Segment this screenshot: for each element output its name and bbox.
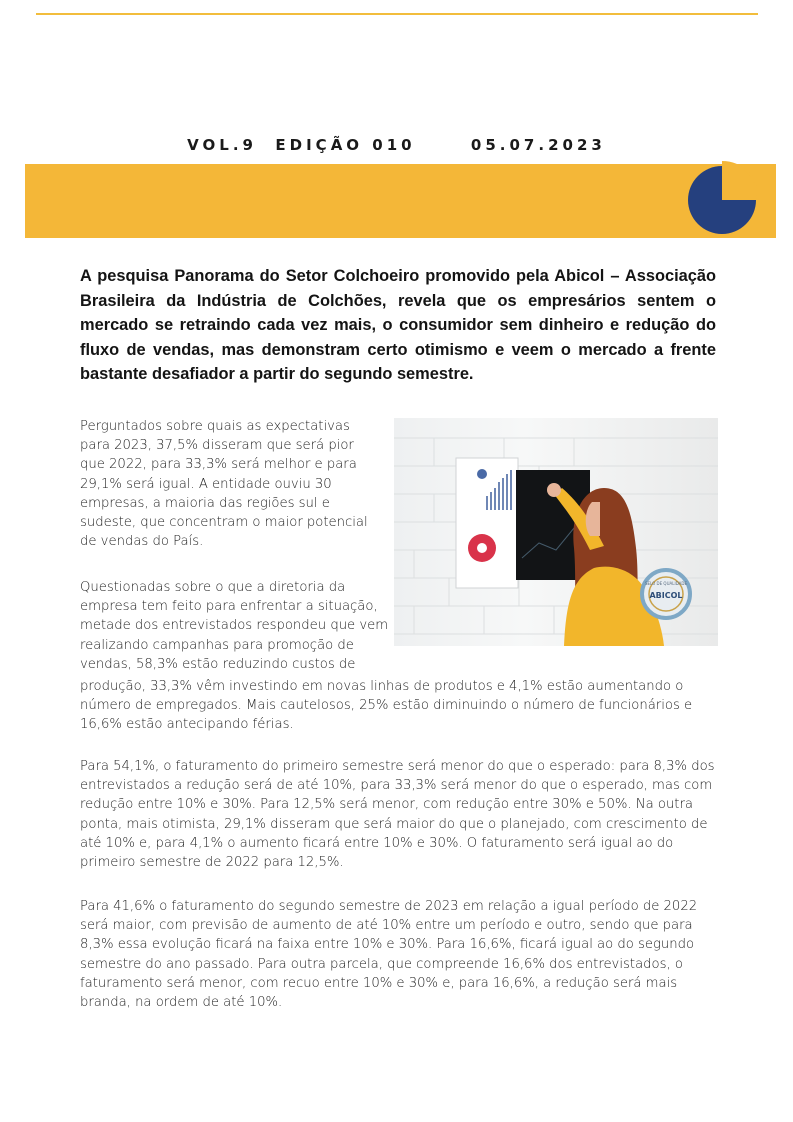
header-banner	[25, 164, 776, 238]
paragraph-actions-end: produção, 33,3% vêm investindo em novas linhas de produtos e 4,1% estão aumentando o número de empregados. Mais cautelosos, 25% estão diminuindo o número de funcionários e 16,6% estão antecipando férias.	[80, 679, 693, 733]
woman-at-chart-board-photo	[394, 418, 718, 646]
issue-date-line: VOL.9 EDIÇÃO 010 05.07.2023	[187, 136, 606, 154]
lead-paragraph: A pesquisa Panorama do Setor Colchoeiro promovido pela Abicol – Associação Brasileira da Indústria de Colchões, revela que os empresários sentem o mercado se retraindo cada vez mais, o consumidor sem dinheiro e redução do fluxo de vendas, mas demonstram certo otimismo e veem o mercado a frente bastante desafiador a partir do segundo semestre.	[80, 267, 716, 383]
paragraph-expectations: Perguntados sobre quais as expectativas para 2023, 37,5% disseram que será pior que 2022, para 33,3% será melhor e para 29,1% será igual. A entidade ouviu 30 empresas, a maioria das regiões sul e sudeste, que concentram o maior potencial de vendas do País.	[80, 419, 368, 550]
paragraph-actions-start: Questionadas sobre o que a diretoria da empresa tem feito para enfrentar a situação, metade dos entrevistados respondeu que vem realizando campanhas para promoção de vendas, 58,3% estão reduzindo custos de	[80, 580, 389, 672]
paragraph-second-semester: Para 41,6% o faturamento do segundo semestre de 2023 em relação a igual período de 2022 será maior, com previsão de aumento de até 10% entre um período e outro, sendo que para 8,3% essa evolução ficará na faixa entre 10% e 30%. Para 16,6%, ficará igual ao do segundo semestre do ano passado. Para outra parcela, que compreende 16,6% dos entrevistados, o faturamento será menor, com recuo entre 10% e 30% e, para 16,6%, a redução será mais branda, na ordem de até 10%.	[80, 899, 698, 1011]
photo-illustration	[394, 418, 718, 646]
pie-logo-icon	[686, 158, 760, 236]
badge-brand-text: ABICOL	[649, 591, 683, 600]
top-rule	[36, 13, 758, 15]
paragraph-first-semester: Para 54,1%, o faturamento do primeiro semestre será menor do que o esperado: para 8,3% dos entrevistados a redução será de até 10%, para 33,3% será menor do que o esperado, mas com redução entre 10% e 30%. Para 12,5% será menor, com redução entre 30% e 50%. Na outra ponta, mais otimista, 29,1% disseram que será maior do que o planejado, com crescimento de até 10% e, para 4,1% o aumento ficará entre 10% e 30%. O faturamento será igual ao do primeiro semestre de 2022 para 12,5%.	[80, 759, 715, 871]
badge-top-text: SELO DE QUALIDADE	[644, 581, 688, 586]
